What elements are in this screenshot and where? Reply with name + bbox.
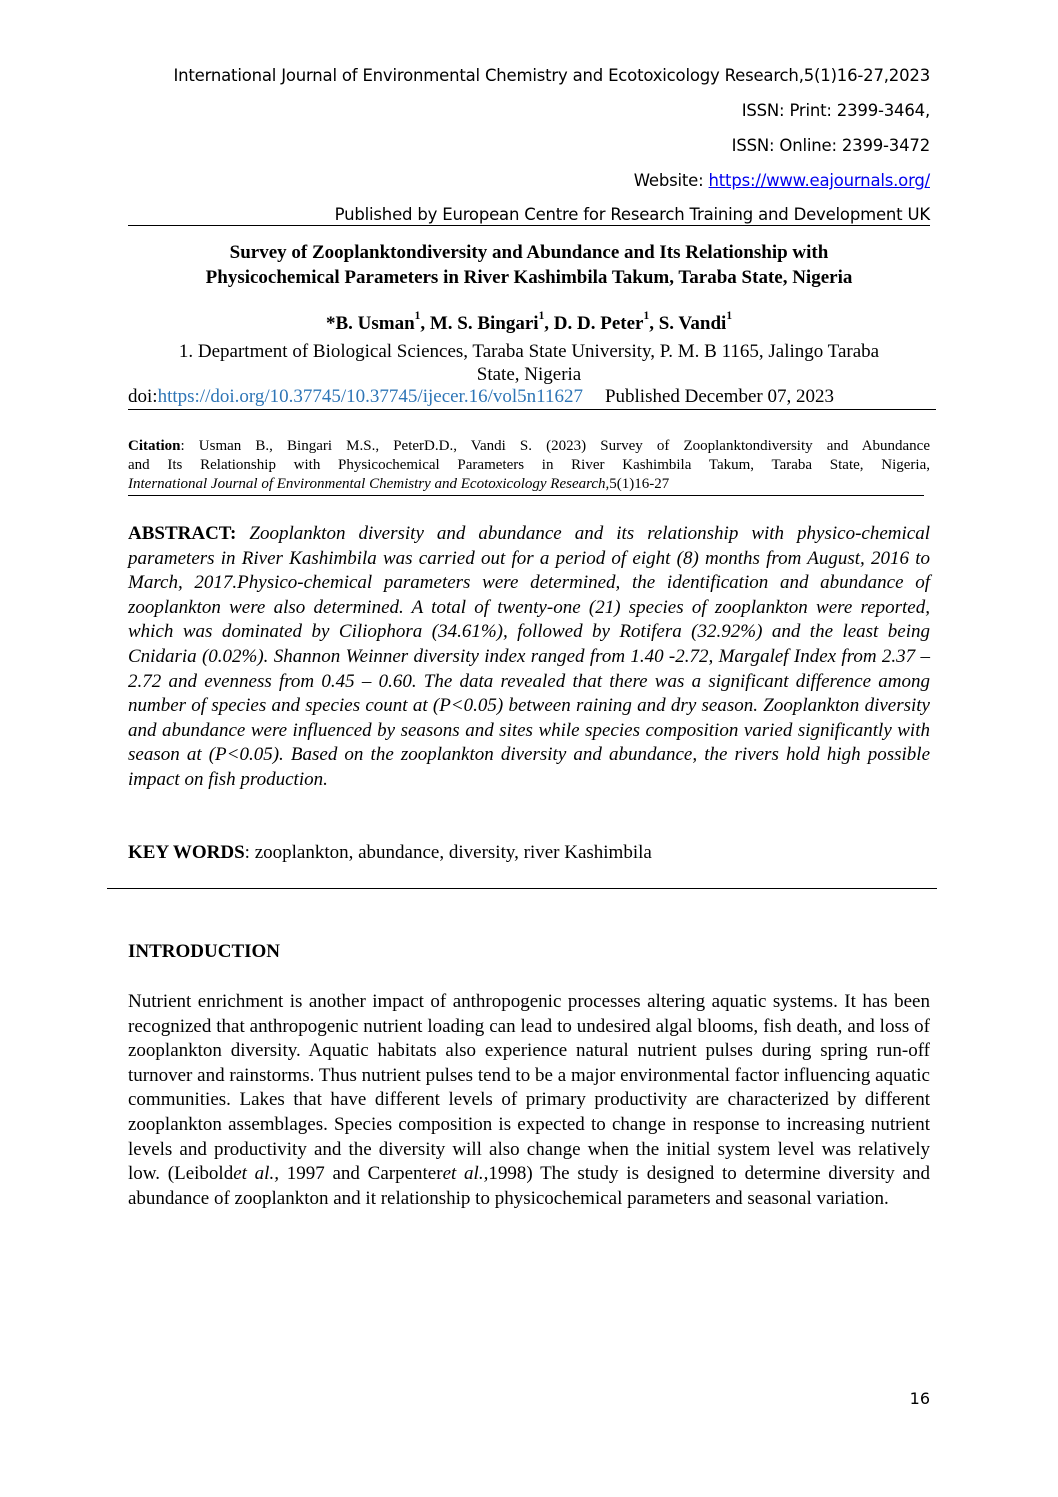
citation bbox=[128, 437, 930, 494]
author-list bbox=[128, 310, 930, 335]
citation-label: Citation bbox=[128, 438, 181, 454]
title-line-1: Survey of Zooplanktondiversity and Abundance and Its Relationship with bbox=[229, 242, 829, 263]
introduction-heading: INTRODUCTION bbox=[128, 941, 281, 962]
doi-divider bbox=[128, 409, 936, 410]
affiliation-line-1: 1. Department of Biological Sciences, Taraba State University, P. M. B 1165, Jalingo Taraba bbox=[178, 341, 880, 362]
introduction-paragraph: Nutrient enrichment is another impact of anthropogenic processes altering aquatic systems. It has been recognized that anthropogenic nutrient loading can lead to undesired algal blooms, fish death, and loss of zooplankton diversity. Aquatic habitats also experience natural nutrient pulses during spring run-off turnover and rainstorms. Thus nutrient pulses tend to be a major environmental factor influencing aquatic communities. Lakes that have different levels of primary productivity are characterized by different zooplankton assemblages. Species composition is expected to change in response to increasing nutrient levels and productivity and the diversity will also change when the initial system level was relatively low. (Leiboldet al., 1997 and Carpenteret al.,1998) The study is designed to determine diversity and abundance of zooplankton and it relationship to physicochemical parameters and seasonal variation. bbox=[128, 991, 930, 1209]
website-line bbox=[634, 171, 930, 190]
website-label: Website: bbox=[633, 171, 709, 190]
publisher-line: Published by European Centre for Research Training and Development UK bbox=[334, 205, 930, 224]
citation-line-3 bbox=[128, 475, 930, 494]
citation-issue: ,5(1)16-27 bbox=[605, 476, 670, 492]
doi-line bbox=[128, 386, 834, 408]
author-affiliation-marker: 1 bbox=[643, 310, 650, 322]
keywords-text: : zooplankton, abundance, diversity, river Kashimbila bbox=[244, 842, 652, 863]
issn-online: ISSN: Online: 2399-3472 bbox=[731, 136, 930, 155]
affiliation bbox=[128, 340, 930, 386]
author-affiliation-marker: 1 bbox=[414, 310, 421, 322]
author-separator: , bbox=[649, 313, 659, 334]
citation-divider bbox=[128, 495, 924, 496]
keywords bbox=[128, 842, 652, 864]
author-separator: , bbox=[544, 313, 554, 334]
author-affiliation-marker: 1 bbox=[726, 310, 733, 322]
journal-header-line: International Journal of Environmental Chemistry and Ecotoxicology Research,5(1)16-27,2023 bbox=[173, 66, 930, 85]
author-separator: , bbox=[420, 313, 430, 334]
doi-link[interactable]: https://doi.org/10.37745/10.37745/ijecer.16/vol5n11627 bbox=[157, 386, 583, 407]
author-name: *B. Usman bbox=[325, 313, 415, 334]
author-name: D. D. Peter bbox=[553, 313, 644, 334]
keywords-divider bbox=[107, 888, 937, 889]
header-divider bbox=[128, 225, 930, 226]
abstract-label: ABSTRACT: bbox=[128, 523, 237, 544]
doi-label: doi: bbox=[128, 386, 158, 407]
website-link[interactable]: https://www.eajournals.org/ bbox=[708, 171, 930, 190]
title-line-2: Physicochemical Parameters in River Kashimbila Takum, Taraba State, Nigeria bbox=[205, 267, 853, 288]
author-affiliation-marker: 1 bbox=[538, 310, 545, 322]
citation-line-2: and Its Relationship with Physicochemical Parameters in River Kashimbila Takum, Taraba State, Nigeria, bbox=[128, 457, 930, 473]
published-date: Published December 07, 2023 bbox=[604, 386, 834, 407]
citation-line-1: Citation: Usman B., Bingari M.S., PeterD.D., Vandi S. (2023) Survey of Zooplanktondiversity and Abundance bbox=[128, 438, 930, 454]
author-name: S. Vandi bbox=[658, 313, 727, 334]
citation-journal: International Journal of Environmental Chemistry and Ecotoxicology Research bbox=[128, 476, 606, 492]
abstract bbox=[128, 522, 930, 793]
author-name: M. S. Bingari bbox=[429, 313, 539, 334]
issn-print: ISSN: Print: 2399-3464, bbox=[741, 101, 930, 120]
article-title bbox=[128, 240, 930, 290]
abstract-text: Zooplankton diversity and abundance and its relationship with physico-chemical parameters in River Kashimbila was carried out for a period of eight (8) months from August, 2016 to March, 2017.Physico-chemical parameters were determined, the identification and abundance of zooplankton were also determined. A total of twenty-one (21) species of zooplankton were reported, which was dominated by Ciliophora (34.61%), followed by Rotifera (32.92%) and the least being Cnidaria (0.02%). Shannon Weinner diversity index ranged from 1.40 -2.72, Margalef Index from 2.37 – 2.72 and evenness from 0.45 – 0.60. The data revealed that there was a significant difference among number of species and species count at (P<0.05) between raining and dry season. Zooplankton diversity and abundance were influenced by seasons and sites while species composition varied significantly with season at (P<0.05). Based on the zooplankton diversity and abundance, the rivers hold high possible impact on fish production. bbox=[128, 523, 930, 790]
page-number: 16 bbox=[909, 1389, 930, 1408]
affiliation-line-2: State, Nigeria bbox=[476, 364, 582, 385]
keywords-label: KEY WORDS bbox=[128, 842, 245, 863]
